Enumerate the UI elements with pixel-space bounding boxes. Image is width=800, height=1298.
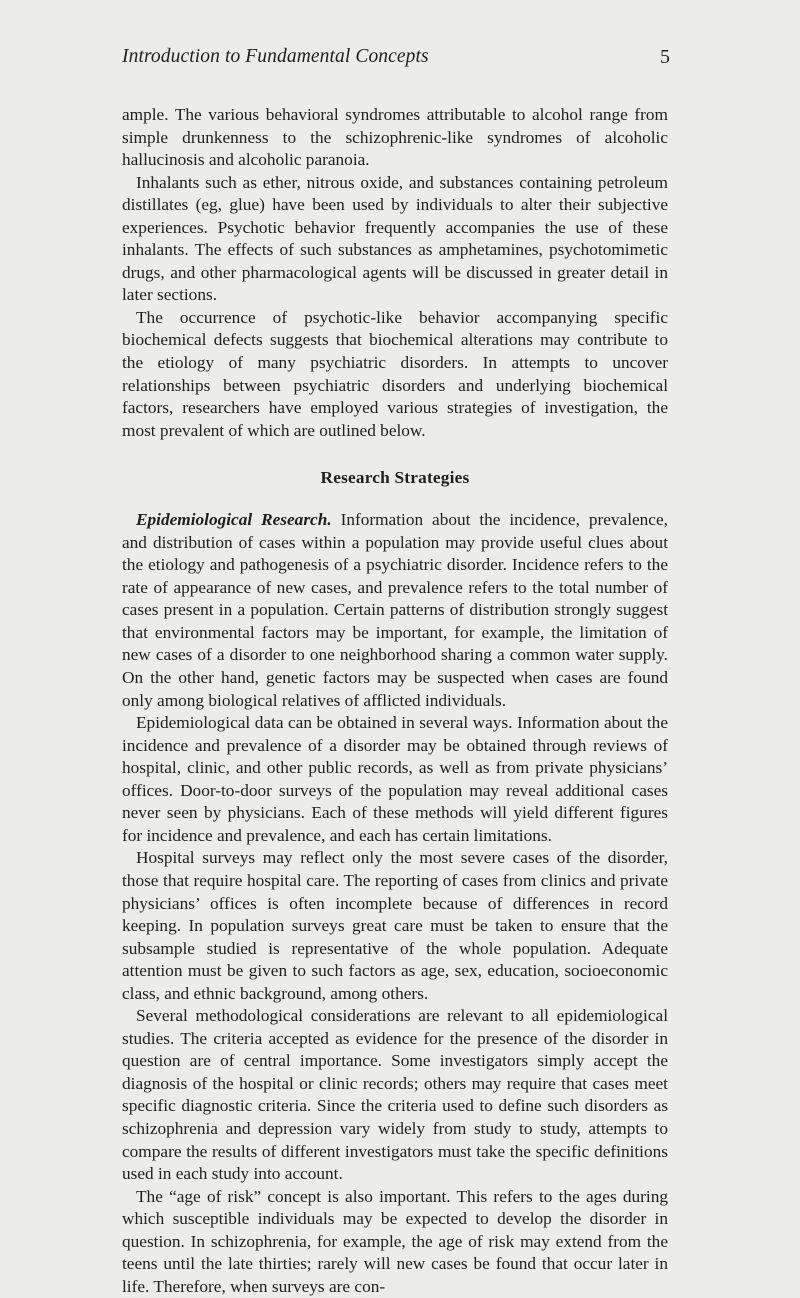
paragraph-epidemiological-research — [122, 509, 668, 712]
run-in-heading: Epidemiological Research. — [136, 510, 332, 530]
running-title: Introduction to Fundamental Concepts — [122, 46, 429, 67]
paragraph-inhalants: Inhalants such as ether, nitrous oxide, and substances containing petroleum distillates (eg, glue) have been used by individuals to alter their subjective experiences. Psychotic behavior frequently accompanies the use of these inhalants. The effects of such substances as amphetamines, psychotomimetic drugs, and other pharmacological agents will be discussed in greater detail in later sections. — [122, 172, 668, 305]
paragraph-continued: ample. The various behavioral syndromes attributable to alcohol range from simple drunkenness to the schizophrenic-like syndromes of alcoholic hallucinosis and alcoholic paranoia. — [122, 105, 668, 170]
section-heading: Research Strategies — [320, 468, 470, 488]
running-header — [122, 46, 670, 72]
paragraph-text: Information about the incidence, prevalence, and distribution of cases within a population may provide useful clues about the etiology and pathogenesis of a psychiatric disorder. Incidence refers to the rate of appearance of new cases, and prevalence refers to the total number of cases present in a population. Certain patterns of distribution strongly suggest that environmental factors may be important, for example, the limitation of new cases of a disorder to one neighborhood sharing a common water supply. On the other hand, genetic factors may be suspected when cases are found only among biological relatives of afflicted individuals. — [122, 510, 668, 710]
paragraph-methodology: Several methodological considerations are relevant to all epidemiological studies. The criteria accepted as evidence for the presence of the disorder in question are of central importance. Some investigators simply accept the diagnosis of the hospital or clinic records; others may require that cases meet specific diagnostic criteria. Since the criteria used to define such disorders as schizophrenia and depression vary widely from study to study, attempts to compare the results of different investigators must take the specific definitions used in each study into account. — [122, 1006, 668, 1184]
paragraph-age-of-risk: The “age of risk” concept is also important. This refers to the ages during which susceptible individuals may be expected to develop the disorder in question. In schizophrenia, for example, the age of risk may extend from the teens until the late thirties; rarely will new cases be found that occur later in life. Therefore, when surveys are con- — [122, 1186, 668, 1296]
page-number: 5 — [660, 46, 670, 68]
paragraph-biochemical-defects: The occurrence of psychotic-like behavior accompanying specific biochemical defects suggests that biochemical alterations may contribute to the etiology of many psychiatric disorders. In attempts to uncover relationships between psychiatric disorders and underlying biochemical factors, researchers have employed various strategies of investigation, the most prevalent of which are outlined below. — [122, 307, 668, 440]
paragraph-data-sources: Epidemiological data can be obtained in several ways. Information about the incidence and prevalence of a disorder may be obtained through reviews of hospital, clinic, and other public records, as well as from private physicians’ offices. Door-to-door surveys of the population may reveal additional cases never seen by physicians. Each of these methods will yield different figures for incidence and prevalence, and each has certain limitations. — [122, 713, 668, 845]
body-text — [122, 104, 668, 1298]
paragraph-hospital-surveys: Hospital surveys may reflect only the most severe cases of the disorder, those that require hospital care. The reporting of cases from clinics and private physicians’ offices is often incomplete because of differences in record keeping. In population surveys great care must be taken to ensure that the subsample studied is representative of the whole population. Adequate attention must be given to such factors as age, sex, education, socioeconomic class, and ethnic background, among others. — [122, 848, 668, 1003]
